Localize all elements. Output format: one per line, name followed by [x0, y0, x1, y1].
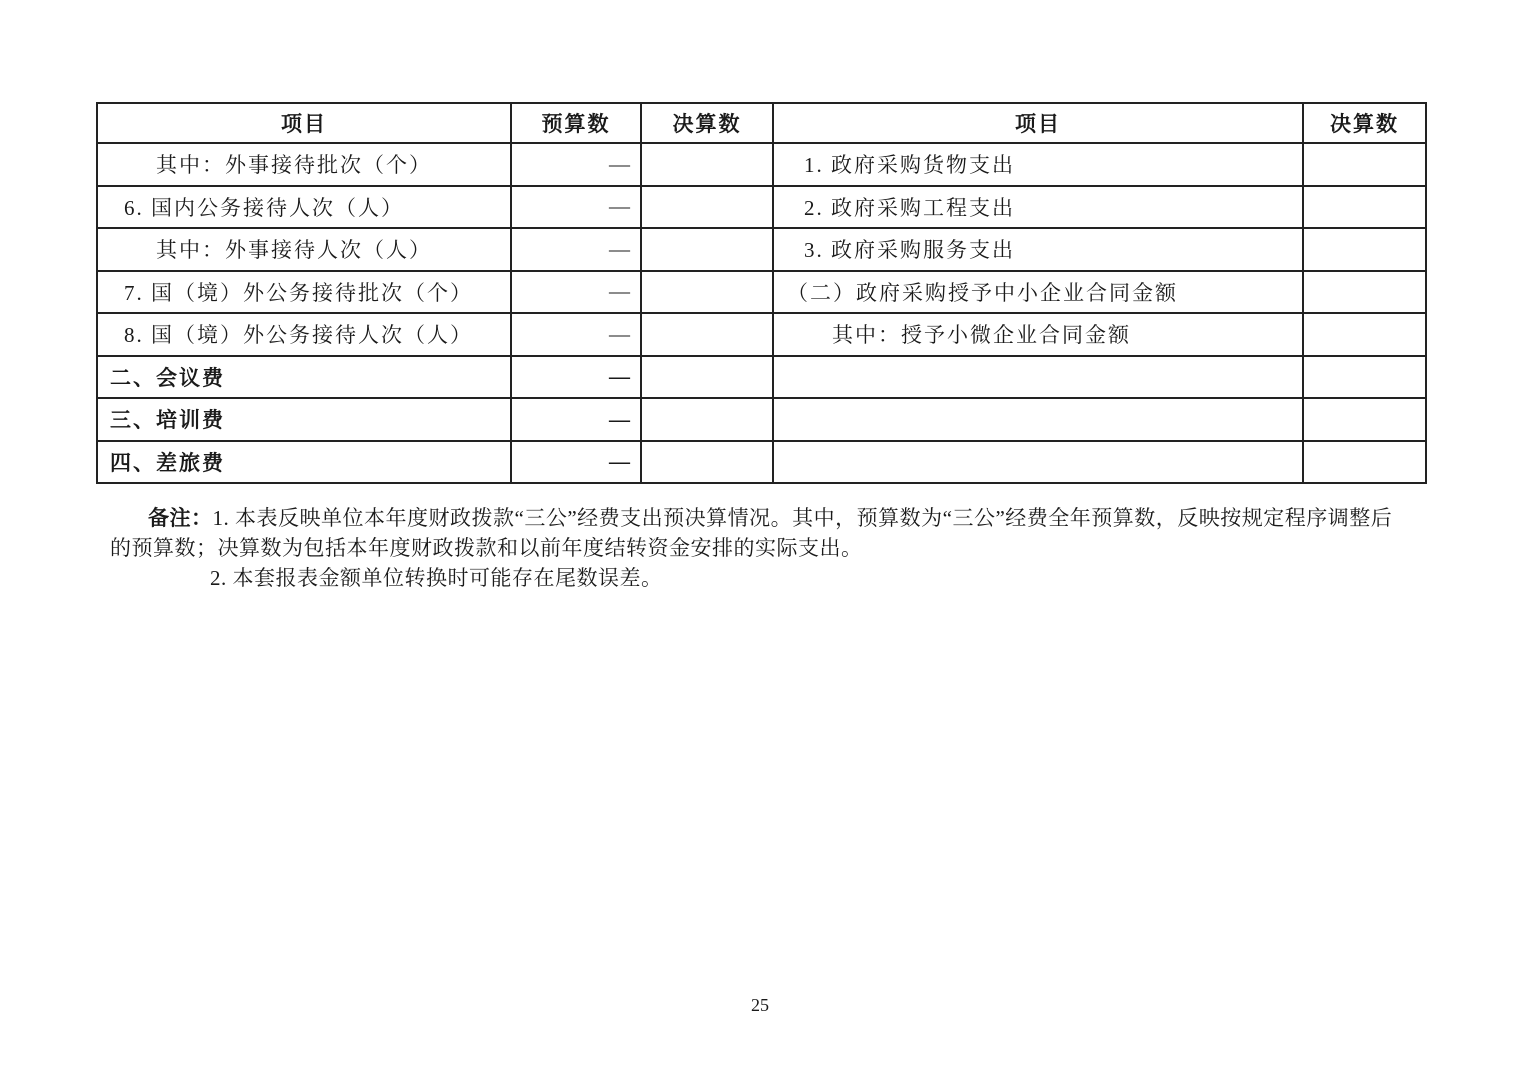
note-line-2: 的预算数；决算数为包括本年度财政拨款和以前年度结转资金安排的实际支出。 [110, 536, 863, 560]
table-row [97, 313, 1426, 356]
cell-budget: — [511, 271, 641, 314]
cell-final-right [1303, 313, 1426, 356]
header-final-right: 决算数 [1303, 103, 1426, 143]
cell-item-right [773, 356, 1303, 399]
table-row [97, 143, 1426, 186]
cell-final-right [1303, 398, 1426, 441]
header-item-right: 项目 [773, 103, 1303, 143]
table-row [97, 228, 1426, 271]
cell-final-left [641, 313, 773, 356]
header-final-left: 决算数 [641, 103, 773, 143]
cell-item-left: 其中：外事接待批次（个） [97, 143, 511, 186]
cell-final-right [1303, 228, 1426, 271]
table-header-row [97, 103, 1426, 143]
cell-final-left [641, 228, 773, 271]
table-row [97, 186, 1426, 229]
note-line-3: 2. 本套报表金额单位转换时可能存在尾数误差。 [210, 566, 663, 590]
cell-item-left: 7. 国（境）外公务接待批次（个） [97, 271, 511, 314]
cell-budget: — [511, 398, 641, 441]
note-label: 备注： [148, 506, 213, 530]
cell-item-right: 3. 政府采购服务支出 [773, 228, 1303, 271]
page-number: 25 [751, 995, 769, 1015]
cell-final-right [1303, 356, 1426, 399]
cell-item-right: 1. 政府采购货物支出 [773, 143, 1303, 186]
cell-final-left [641, 356, 773, 399]
table-row [97, 271, 1426, 314]
cell-budget: — [511, 356, 641, 399]
budget-table [96, 102, 1427, 484]
note-line-1-text: 1. 本表反映单位本年度财政拨款“三公”经费支出预决算情况。其中，预算数为“三公”经费全年预算数，反映按规定程序调整后 [212, 506, 1393, 530]
cell-item-right: 2. 政府采购工程支出 [773, 186, 1303, 229]
header-item-left: 项目 [97, 103, 511, 143]
cell-item-left: 8. 国（境）外公务接待人次（人） [97, 313, 511, 356]
cell-final-right [1303, 271, 1426, 314]
cell-final-right [1303, 441, 1426, 484]
cell-item-right [773, 398, 1303, 441]
cell-item-left: 6. 国内公务接待人次（人） [97, 186, 511, 229]
cell-final-right [1303, 186, 1426, 229]
cell-budget: — [511, 143, 641, 186]
note-line-1 [148, 505, 1392, 531]
cell-item-left: 其中：外事接待人次（人） [97, 228, 511, 271]
cell-budget: — [511, 441, 641, 484]
cell-item-left: 三、培训费 [97, 398, 511, 441]
cell-final-right [1303, 143, 1426, 186]
cell-budget: — [511, 228, 641, 271]
cell-item-right: （二）政府采购授予中小企业合同金额 [773, 271, 1303, 314]
cell-budget: — [511, 186, 641, 229]
cell-final-left [641, 271, 773, 314]
cell-final-left [641, 441, 773, 484]
cell-final-left [641, 143, 773, 186]
table-row [97, 356, 1426, 399]
header-budget: 预算数 [511, 103, 641, 143]
cell-item-left: 二、会议费 [97, 356, 511, 399]
cell-final-left [641, 398, 773, 441]
cell-final-left [641, 186, 773, 229]
cell-item-right: 其中：授予小微企业合同金额 [773, 313, 1303, 356]
table-row [97, 398, 1426, 441]
table-row [97, 441, 1426, 484]
cell-item-left: 四、差旅费 [97, 441, 511, 484]
cell-budget: — [511, 313, 641, 356]
cell-item-right [773, 441, 1303, 484]
